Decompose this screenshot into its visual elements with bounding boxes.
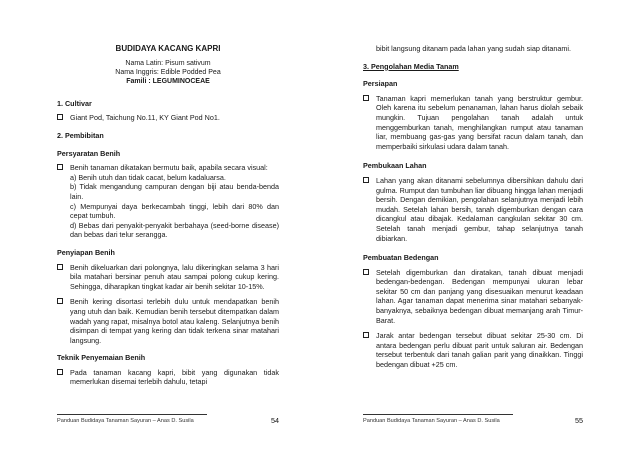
penyemaian-text: Pada tanaman kacang kapri, bibit yang digunakan tidak memerlukan disemai terlebih dahulu, tetapi [70, 367, 279, 387]
english-name: Nama Inggris: Edible Podded Pea [115, 69, 221, 76]
footer-rule [57, 414, 207, 415]
subsection-bedengan-heading: Pembuatan Bedengan [363, 253, 439, 263]
persiapan-item [363, 94, 583, 152]
penyiapan-text: Benih kering disortasi terlebih dulu untuk mendapatkan benih yang utuh dan baik. Kemudian benih tersebut ditempatkan dalam wadah yang rapat, misalnya botol atau kaleng. Selanjutnya benih disimpan di tempat yang kering dan tidak terkena sinar matahari langsung. [70, 297, 279, 345]
section-pembibitan-heading: 2. Pembibitan [57, 131, 104, 140]
footer-text: Panduan Budidaya Tanaman Sayuran – Anas D. Susila [57, 418, 194, 424]
persyaratan-line: a) Benih utuh dan tidak cacat, belum kadaluarsa. [70, 172, 226, 182]
checkbox-bullet-icon [57, 264, 63, 270]
continued-text: bibit langsung ditanam pada lahan yang sudah siap ditanami. [376, 44, 571, 53]
checkbox-bullet-icon [363, 177, 369, 183]
persyaratan-line: c) Mempunyai daya berkecambah tinggi, lebih dari 80% dan cepat tumbuh. [70, 201, 279, 221]
footer-rule [363, 414, 513, 415]
page-footer [57, 414, 279, 424]
penyiapan-item [57, 297, 279, 345]
bedengan-text: Setelah digemburkan dan diratakan, tanah dibuat menjadi bedengan-bedengan. Bedengan mempunyai ukuran lebar sekitar 50 cm dan panjang yang disesuaikan menurut keadaan lahan. Agar tanaman dapat menerima sinar matahari sebanyak-banyaknya, sebaiknya bedengan dibuat memanjang arah Timur-Barat. [376, 267, 583, 325]
cultivar-text: Giant Pod, Taichung No.11, KY Giant Pod No1. [70, 113, 220, 123]
subsection-penyiapan-heading: Penyiapan Benih [57, 247, 115, 257]
checkbox-bullet-icon [363, 95, 369, 101]
pembukaan-item [363, 176, 583, 243]
checkbox-bullet-icon [57, 298, 63, 304]
document-title: BUDIDAYA KACANG KAPRI [115, 44, 221, 53]
section-pengolahan-heading: 3. Pengolahan Media Tanam [363, 61, 459, 71]
persyaratan-intro: Benih tanaman dikatakan bermutu baik, apabila secara visual: [70, 163, 268, 173]
subsection-pembukaan-heading: Pembukaan Lahan [363, 161, 427, 171]
section-cultivar-heading: 1. Cultivar [57, 98, 92, 108]
checkbox-bullet-icon [57, 369, 63, 375]
checkbox-bullet-icon [363, 332, 369, 338]
bedengan-item [363, 331, 583, 369]
penyiapan-item [57, 263, 279, 292]
page-number: 54 [271, 416, 279, 425]
checkbox-bullet-icon [57, 164, 63, 170]
footer-text: Panduan Budidaya Tanaman Sayuran – Anas D. Susila [363, 418, 500, 424]
bedengan-text: Jarak antar bedengan tersebut dibuat sekitar 25-30 cm. Di antara bedengan perlu dibuat parit untuk saluran air. Bedengan tersebut terbentuk dari tanah galian parit yang dinaikkan. Tinggi bedengan dibuat +25 cm. [376, 331, 583, 370]
latin-name: Nama Latin: Pisum sativum [125, 59, 211, 67]
subsection-persyaratan-heading: Persyaratan Benih [57, 148, 121, 158]
cultivar-item [57, 113, 279, 123]
penyiapan-text: Benih dikeluarkan dari polongnya, lalu dikeringkan selama 3 hari bila matahari bersinar penuh atau sampai polong cukup kering. Sehingga, diharapkan tingkat kadar air benih sekitar 10-15%. [70, 262, 279, 291]
page-number: 55 [575, 416, 583, 425]
persyaratan-line: d) Bebas dari penyakit-penyakit berbahaya (seed-borne disease) dan bebas dari telur serangga. [70, 220, 279, 240]
page-footer [363, 414, 583, 424]
page-55 [319, 0, 638, 452]
checkbox-bullet-icon [57, 114, 63, 120]
bedengan-item [363, 268, 583, 326]
persyaratan-item [57, 163, 279, 173]
subsection-persiapan-heading: Persiapan [363, 79, 398, 89]
persyaratan-line: b) Tidak mengandung campuran dengan biji atau benda-benda lain. [70, 182, 279, 201]
persiapan-text: Tanaman kapri memerlukan tanah yang berstruktur gembur. Oleh karena itu sebelum penanaman, lahan harus diolah sebaik mungkin. Tujuan pengolahan tanah adalah untuk menggemburkan tanah, menghilangkan rumput atau tanaman liar, membuang gas-gas yang bersifat racun dalam tanah, dan memperbaiki sirkulasi udara dalam tanah. [376, 93, 583, 151]
subsection-penyemaian-heading: Teknik Penyemaian Benih [57, 353, 146, 363]
penyemaian-item [57, 368, 279, 387]
page-54-content [57, 36, 279, 387]
page-55-content [363, 36, 583, 370]
pembukaan-text: Lahan yang akan ditanami sebelumnya dibersihkan dahulu dari gulma. Rumput dan tumbuhan liar dibuang hingga lahan menjadi bersih. Dengan demikian, pengolahan selanjutnya menjadi lebih mudah. Setelah lahan bersih, tanah digemburkan dengan cara dicangkul atau dibajak. Kedalaman cangkulan sekitar 30 cm. Setelah tanah menjadi gembur, tahap selanjutnya tanah dibiarkan. [376, 175, 583, 243]
family-name: Famili : LEGUMINOCEAE [126, 78, 210, 86]
checkbox-bullet-icon [363, 269, 369, 275]
